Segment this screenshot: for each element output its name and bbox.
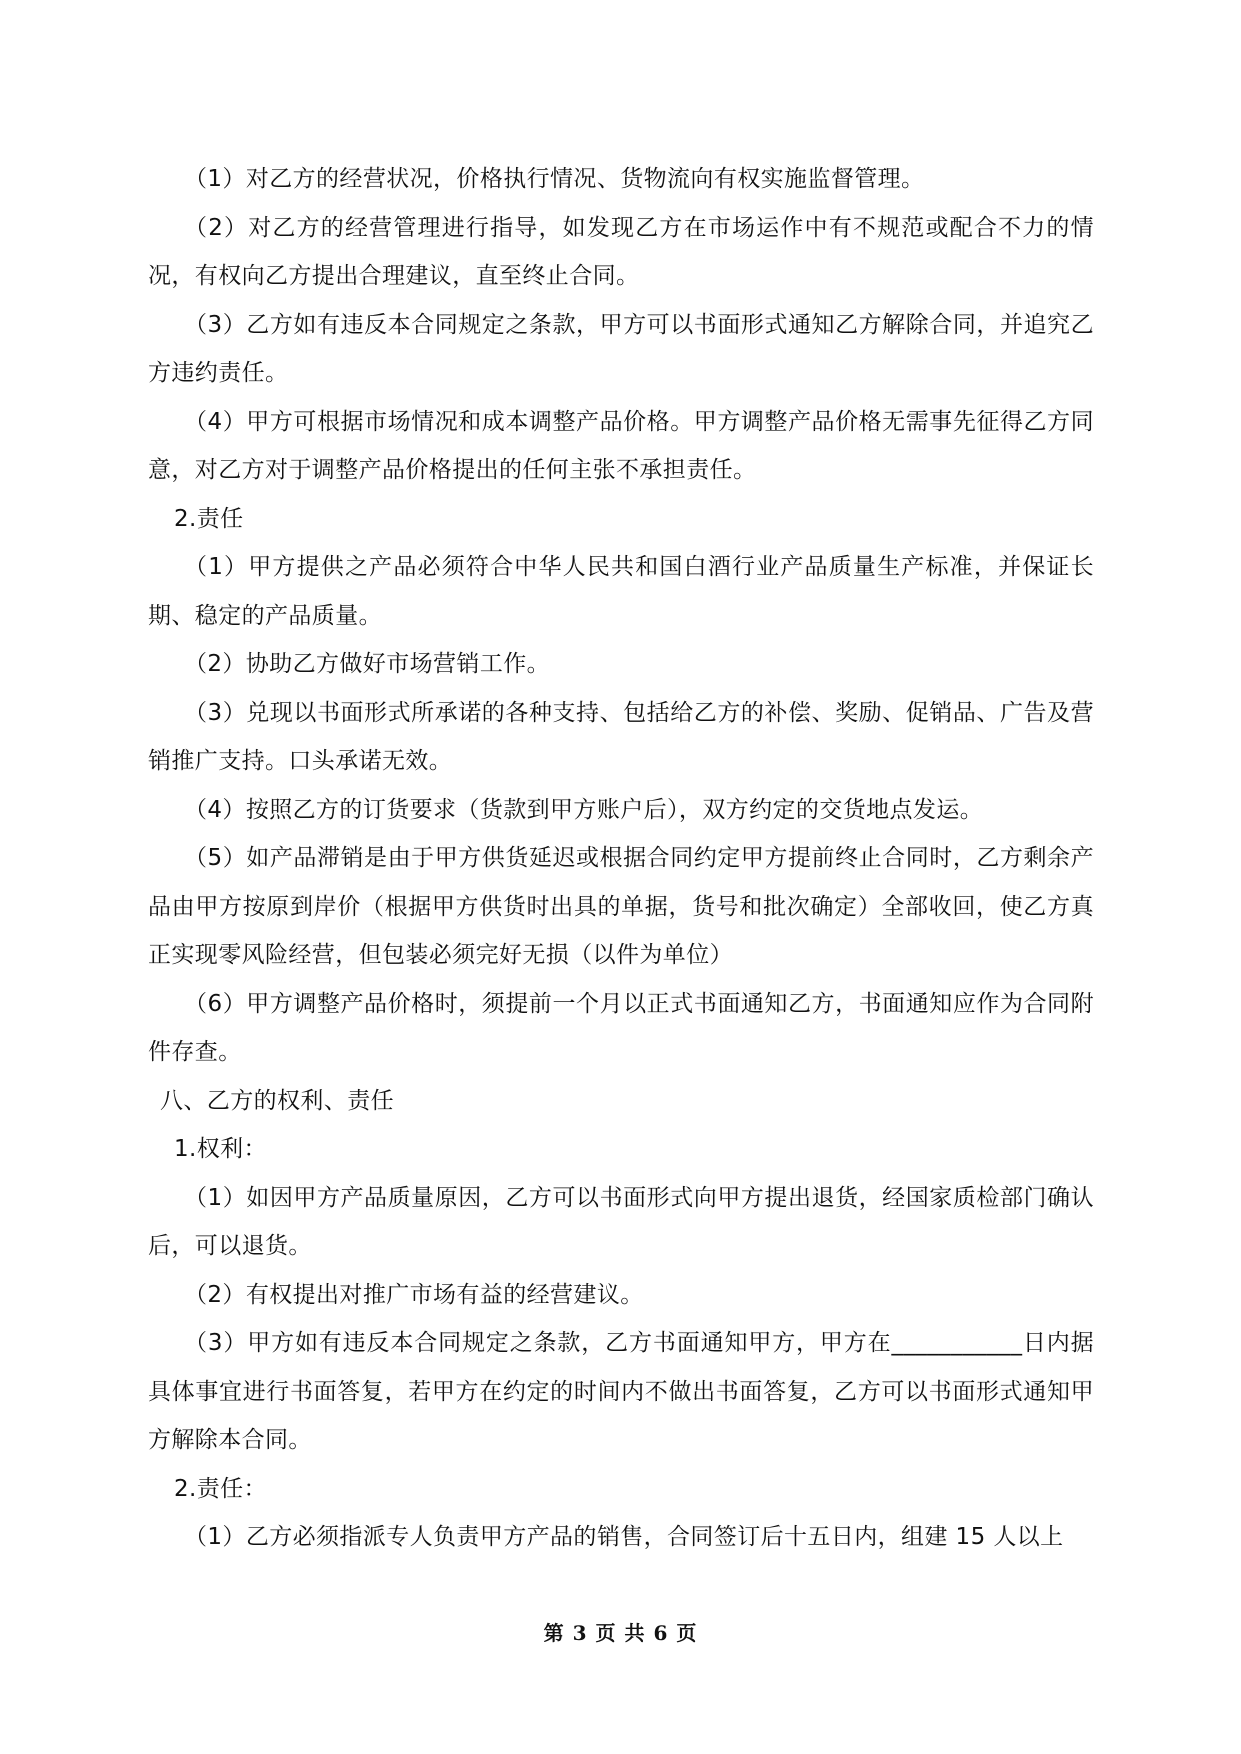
- paragraph: （6）甲方调整产品价格时，须提前一个月以正式书面通知乙方，书面通知应作为合同附件存查。: [148, 990, 1094, 1065]
- paragraph: （3）乙方如有违反本合同规定之条款，甲方可以书面形式通知乙方解除合同，并追究乙方违约责任。: [148, 311, 1094, 386]
- paragraph: （2）有权提出对推广市场有益的经营建议。: [184, 1281, 644, 1308]
- paragraph: （5）如产品滞销是由于甲方供货延迟或根据合同约定甲方提前终止合同时，乙方剩余产品由甲方按原到岸价（根据甲方供货时出具的单据，货号和批次确定）全部收回，使乙方真正实现零风险经营，但包装必须完好无损（以件为单位）: [148, 845, 1094, 968]
- paragraph: （3）甲方如有违反本合同规定之条款，乙方书面通知甲方，甲方在___________日内据具体事宜进行书面答复，若甲方在约定的时间内不做出书面答复，乙方可以书面形式通知甲方解除本合同。: [148, 1330, 1094, 1453]
- subsection-heading: 2.责任: [174, 505, 244, 532]
- paragraph: （2）对乙方的经营管理进行指导，如发现乙方在市场运作中有不规范或配合不力的情况，有权向乙方提出合理建议，直至终止合同。: [148, 214, 1094, 289]
- subsection-heading: 2.责任：: [174, 1475, 267, 1502]
- paragraph: （3）兑现以书面形式所承诺的各种支持、包括给乙方的补偿、奖励、促销品、广告及营销推广支持。口头承诺无效。: [148, 699, 1094, 774]
- page-number-footer: 第 3 页 共 6 页: [543, 1621, 698, 1645]
- paragraph: （1）如因甲方产品质量原因，乙方可以书面形式向甲方提出退货，经国家质检部门确认后，可以退货。: [148, 1184, 1094, 1259]
- subsection-heading: 1.权利：: [174, 1136, 267, 1162]
- paragraph: （1）甲方提供之产品必须符合中华人民共和国白酒行业产品质量生产标准，并保证长期、稳定的产品质量。: [148, 554, 1094, 629]
- paragraph: （1）对乙方的经营状况，价格执行情况、货物流向有权实施监督管理。: [184, 166, 925, 192]
- paragraph: （2）协助乙方做好市场营销工作。: [184, 651, 551, 677]
- document-body: [148, 155, 1094, 1562]
- section-heading: 八、乙方的权利、责任: [160, 1087, 394, 1114]
- paragraph: （1）乙方必须指派专人负责甲方产品的销售，合同签订后十五日内，组建 15 人以上: [184, 1524, 1064, 1550]
- paragraph: （4）按照乙方的订货要求（货款到甲方账户后），双方约定的交货地点发运。: [184, 796, 984, 823]
- paragraph: （4）甲方可根据市场情况和成本调整产品价格。甲方调整产品价格无需事先征得乙方同意，对乙方对于调整产品价格提出的任何主张不承担责任。: [148, 408, 1094, 483]
